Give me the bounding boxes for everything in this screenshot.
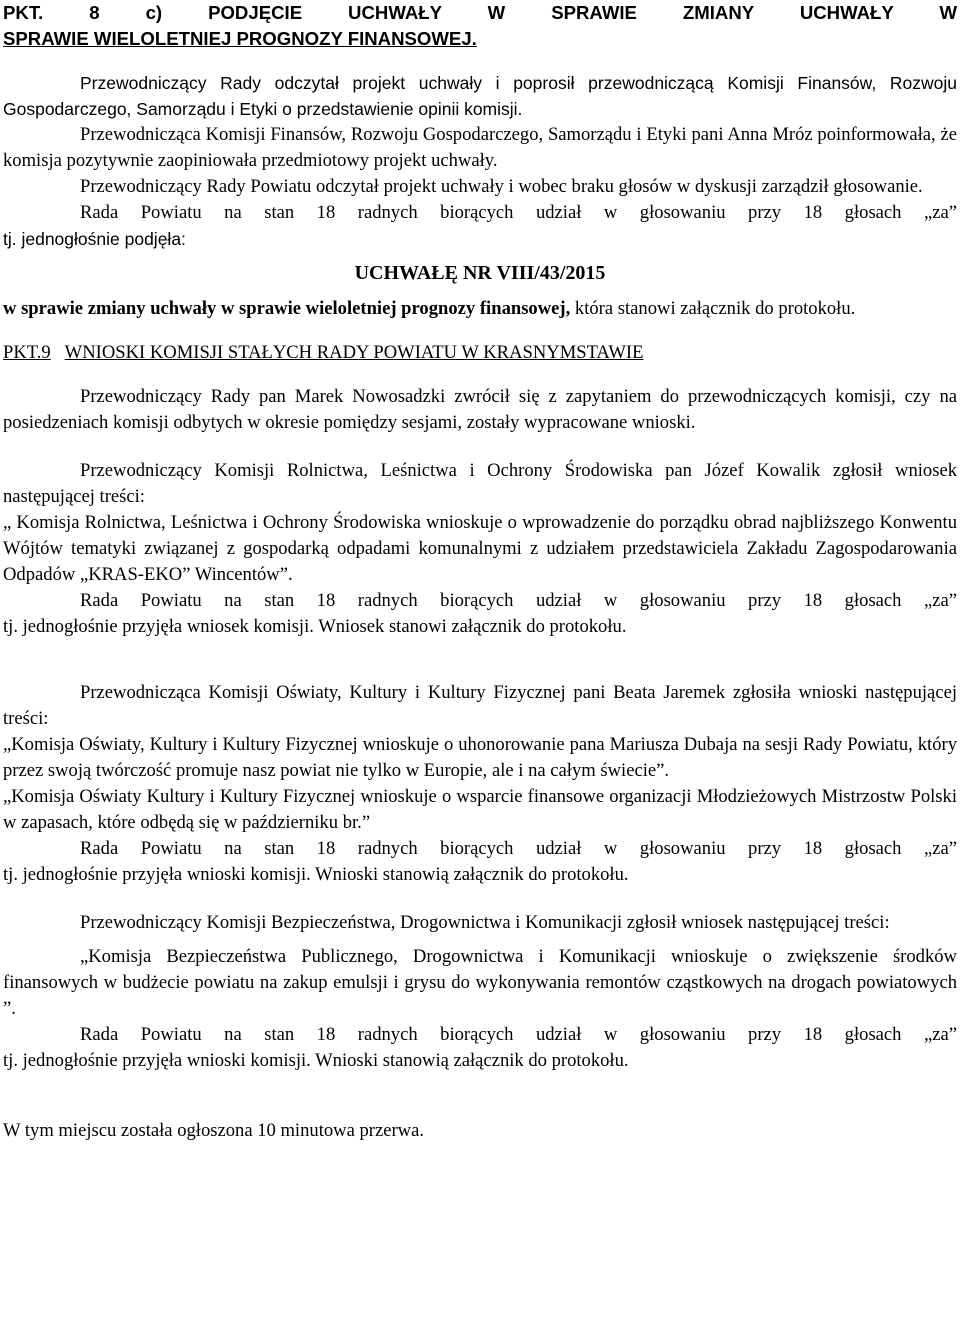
resolution-subject [3,296,957,322]
safety-committee-motion: „Komisja Bezpieczeństwa Publicznego, Drogownictwa i Komunikacji wnioskuje o zwiększenie środków finansowych w budżecie powiatu na zakup emulsji i grysu do wykonywania remontów cząstkowych na drogach powiatowych ”. [3,946,957,1019]
agri-committee-motion: „ Komisja Rolnictwa, Leśnictwa i Ochrony Środowiska wnioskuje o wprowadzenie do porządku obrad najbliższego Konwentu Wójtów tematyki związanej z gospodarką odpadami komunalnymi z udziałem przedstawiciela Zakładu Zagospodarowania Odpadów „KRAS-EKO” Wincentów”. [3,512,957,585]
section9-heading-title: WNIOSKI KOMISJI STAŁYCH RADY POWIATU W KRASNYMSTAWIE [64,342,644,363]
agri-vote-line1: Rada Powiatu na stan 18 radnych biorących udział w głosowaniu przy 18 głosach „za” [80,590,957,611]
safety-committee-intro: Przewodniczący Komisji Bezpieczeństwa, Drogownictwa i Komunikacji zgłosił wniosek następującej treści: [80,912,890,933]
section8-paragraph-reading: Przewodniczący Rady odczytał projekt uchwały i poprosił przewodniczącą Komisji Finansów, Rozwoju Gospodarczego, Samorządu i Etyki o przedstawienie opinii komisji. [3,73,957,119]
edu-vote-line2: tj. jednogłośnie przyjęła wnioski komisji. Wnioski stanowią załącznik do protokołu. [3,864,629,885]
section9-heading [3,340,957,366]
section8-paragraph-discussion: Przewodniczący Rady Powiatu odczytał projekt uchwały i wobec braku głosów w dyskusji zarządził głosowanie. [80,176,923,197]
section8-heading-line2 [3,26,957,52]
edu-vote-line1: Rada Powiatu na stan 18 radnych biorących udział w głosowaniu przy 18 głosach „za” [80,838,957,859]
edu-committee-intro: Przewodnicząca Komisji Oświaty, Kultury i Kultury Fizycznej pani Beata Jaremek zgłosiła wnioski następującej treści: [3,682,957,729]
resolution-subject-rest: która stanowi załącznik do protokołu. [570,298,856,319]
agri-committee-intro: Przewodniczący Komisji Rolnictwa, Leśnictwa i Ochrony Środowiska pan Józef Kowalik zgłosił wniosek następującej treści: [3,460,957,507]
section9-heading-prefix: PKT.9 [3,342,51,363]
safety-vote-line2: tj. jednogłośnie przyjęła wnioski komisji. Wnioski stanowią załącznik do protokołu. [3,1050,629,1071]
resolution-subject-bold: w sprawie zmiany uchwały w sprawie wieloletniej prognozy finansowej, [3,298,571,319]
section8-heading-line1: PKT. 8 c) PODJĘCIE UCHWAŁY W SPRAWIE ZMIANY UCHWAŁY W [3,2,957,23]
section8-vote-line1: Rada Powiatu na stan 18 radnych biorących udział w głosowaniu przy 18 głosach „za” [80,202,957,223]
edu-committee-motion2: „Komisja Oświaty Kultury i Kultury Fizycznej wnioskuje o wsparcie finansowe organizacji Młodzieżowych Mistrzostw Polski w zapasach, które odbędą się w październiku br.” [3,786,957,833]
resolution-number: UCHWAŁĘ NR VIII/43/2015 [354,262,606,284]
safety-vote-line1: Rada Powiatu na stan 18 radnych biorących udział w głosowaniu przy 18 głosach „za” [80,1024,957,1045]
section9-intro: Przewodniczący Rady pan Marek Nowosadzki zwrócił się z zapytaniem do przewodniczących komisji, czy na posiedzeniach komisji odbytych w okresie pomiędzy sesjami, zostały wypracowane wnioski. [3,386,957,433]
agri-vote-line2: tj. jednogłośnie przyjęła wniosek komisji. Wniosek stanowi załącznik do protokołu. [3,616,627,637]
section8-paragraph-opinion: Przewodnicząca Komisji Finansów, Rozwoju Gospodarczego, Samorządu i Etyki pani Anna Mróz poinformowała, że komisja pozytywnie zaopiniowała przedmiotowy projekt uchwały. [3,124,957,171]
edu-committee-motion1: „Komisja Oświaty, Kultury i Kultury Fizycznej wnioskuje o uhonorowanie pana Mariusza Dubaja na sesji Rady Powiatu, który przez swoją twórczość promuje nasz powiat nie tylko w Europie, ale i na całym świecie”. [3,734,957,781]
break-note: W tym miejscu została ogłoszona 10 minutowa przerwa. [3,1120,425,1141]
section8-heading-line2-text: SPRAWIE WIELOLETNIEJ PROGNOZY FINANSOWEJ. [3,28,477,49]
document-page [3,0,957,1144]
section8-vote-line2: tj. jednogłośnie podjęła: [3,229,186,249]
